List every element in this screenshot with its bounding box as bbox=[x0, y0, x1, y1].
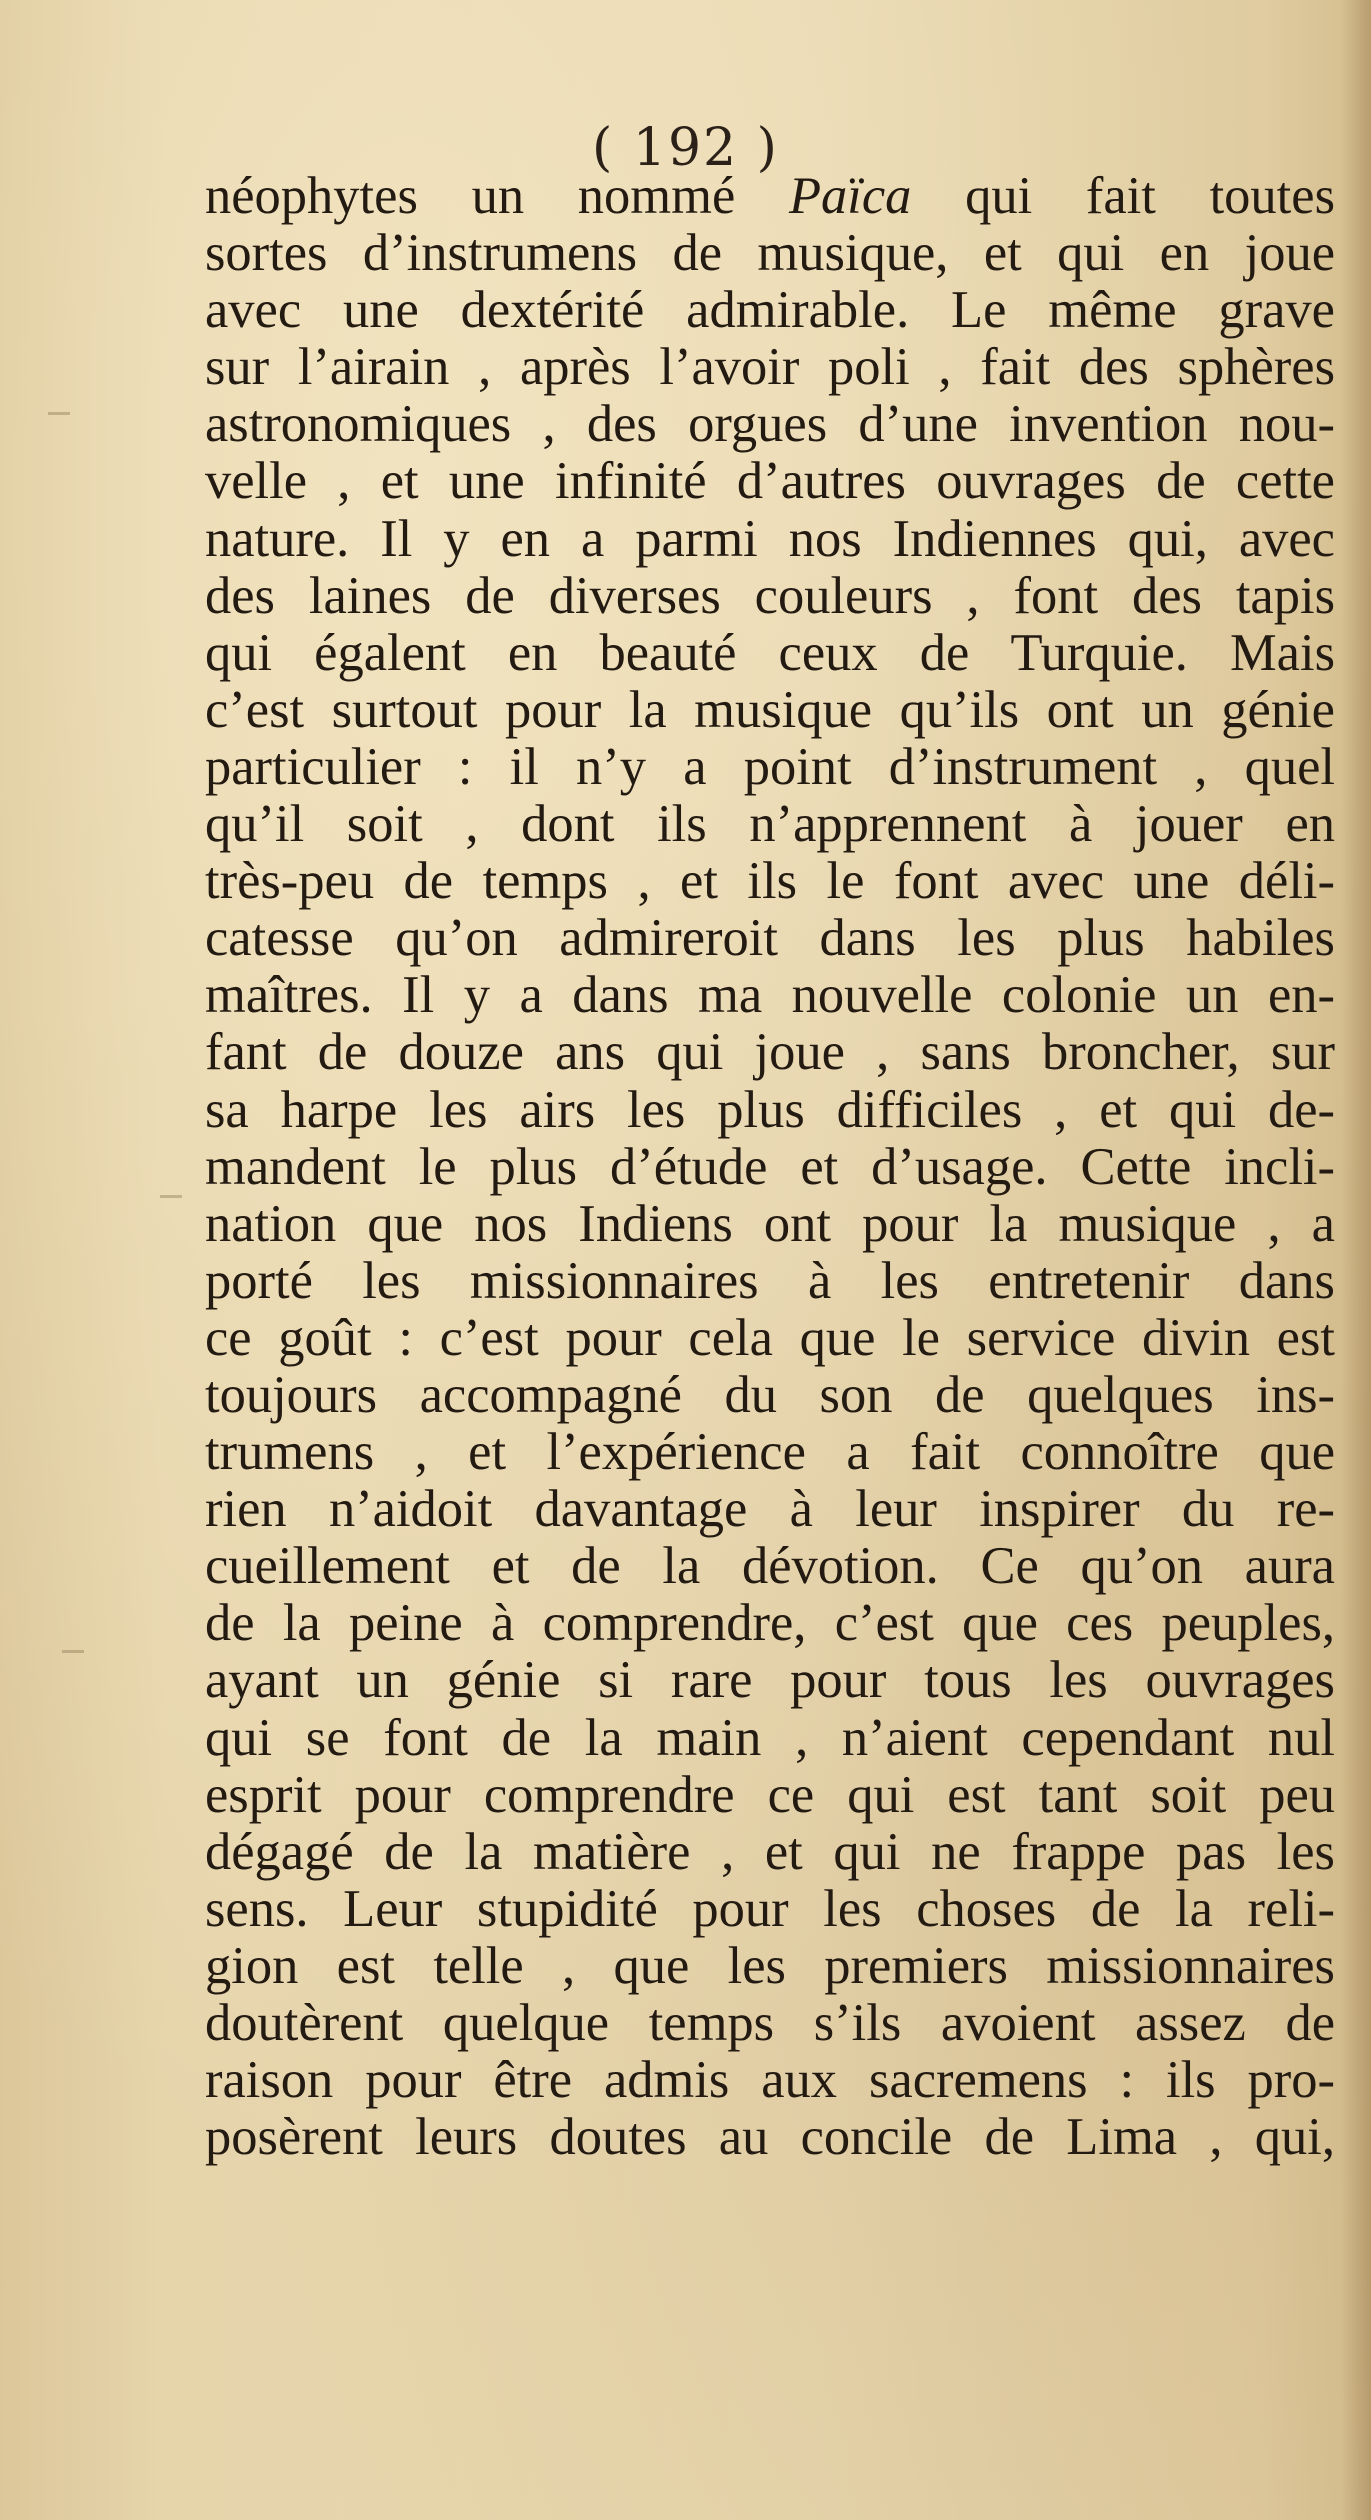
text-line bbox=[205, 225, 1335, 282]
text-line bbox=[205, 568, 1335, 625]
text-segment: trumens , et l’expérience a fait connoître que bbox=[205, 1423, 1335, 1482]
text-segment: particulier : il n’y a point d’instrument , quel bbox=[205, 737, 1335, 796]
text-line bbox=[205, 853, 1335, 910]
text-segment: des laines de diverses couleurs , font des tapis bbox=[205, 566, 1335, 625]
text-segment: catesse qu’on admireroit dans les plus habiles bbox=[205, 909, 1335, 968]
text-line bbox=[205, 1652, 1335, 1709]
text-segment: qui fait toutes bbox=[911, 167, 1335, 225]
margin-mark bbox=[160, 1195, 182, 1198]
text-segment: gion est telle , que les premiers missionnaires bbox=[205, 1936, 1335, 1995]
text-line bbox=[205, 2052, 1335, 2109]
text-segment: sortes d’instrumens de musique, et qui en joue bbox=[205, 224, 1335, 283]
text-line bbox=[205, 682, 1335, 739]
text-line bbox=[205, 1995, 1335, 2052]
margin-mark bbox=[48, 412, 70, 415]
text-segment: toujours accompagné du son de quelques ins- bbox=[205, 1365, 1335, 1424]
text-segment: ayant un génie si rare pour tous les ouvrages bbox=[205, 1651, 1335, 1710]
text-segment: raison pour être admis aux sacremens : ils pro- bbox=[205, 2051, 1335, 2110]
text-line bbox=[205, 1710, 1335, 1767]
text-segment: qui égalent en beauté ceux de Turquie. Mais bbox=[205, 623, 1335, 682]
text-segment: qui se font de la main , n’aient cependant nul bbox=[205, 1708, 1335, 1767]
italic-name: Païca bbox=[788, 167, 912, 225]
text-segment: rien n’aidoit davantage à leur inspirer du re- bbox=[205, 1480, 1335, 1539]
text-segment: astronomiques , des orgues d’une invention nou- bbox=[205, 395, 1335, 454]
text-line bbox=[205, 282, 1335, 339]
text-segment: porté les missionnaires à les entretenir dans bbox=[205, 1251, 1335, 1310]
text-segment: maîtres. Il y a dans ma nouvelle colonie un en- bbox=[205, 966, 1335, 1025]
text-line bbox=[205, 1938, 1335, 1995]
text-segment: ce goût : c’est pour cela que le service divin est bbox=[205, 1308, 1335, 1367]
text-segment: dégagé de la matière , et qui ne frappe pas les bbox=[205, 1822, 1335, 1881]
text-segment: qu’il soit , dont ils n’apprennent à jouer en bbox=[205, 795, 1335, 854]
text-segment: mandent le plus d’étude et d’usage. Cette incli- bbox=[205, 1137, 1335, 1196]
text-line bbox=[205, 1082, 1335, 1139]
page-edge-shadow bbox=[1341, 0, 1371, 2520]
text-line bbox=[205, 1767, 1335, 1824]
text-line bbox=[205, 910, 1335, 967]
text-segment: c’est surtout pour la musique qu’ils ont un génie bbox=[205, 680, 1335, 739]
text-line bbox=[205, 1824, 1335, 1881]
text-segment: néophytes un nommé bbox=[205, 167, 789, 225]
text-line bbox=[205, 1538, 1335, 1595]
text-line bbox=[205, 967, 1335, 1024]
text-line bbox=[205, 1881, 1335, 1938]
text-line bbox=[205, 168, 1335, 225]
text-segment: sa harpe les airs les plus difficiles , et qui de- bbox=[205, 1080, 1335, 1139]
text-line bbox=[205, 739, 1335, 796]
text-line bbox=[205, 1253, 1335, 1310]
text-segment: sur l’airain , après l’avoir poli , fait des sphères bbox=[205, 338, 1335, 397]
text-line bbox=[205, 339, 1335, 396]
text-line bbox=[205, 1481, 1335, 1538]
text-line bbox=[205, 1367, 1335, 1424]
text-segment: esprit pour comprendre ce qui est tant soit peu bbox=[205, 1765, 1335, 1824]
margin-mark bbox=[62, 1650, 84, 1653]
text-segment: doutèrent quelque temps s’ils avoient assez de bbox=[205, 1994, 1335, 2052]
text-line bbox=[205, 1196, 1335, 1253]
text-line bbox=[205, 1139, 1335, 1196]
text-line bbox=[205, 1595, 1335, 1652]
text-line bbox=[205, 625, 1335, 682]
text-line bbox=[205, 511, 1335, 568]
text-line bbox=[205, 453, 1335, 510]
text-line bbox=[205, 1424, 1335, 1481]
text-segment: sens. Leur stupidité pour les choses de la reli- bbox=[205, 1879, 1335, 1938]
text-line bbox=[205, 396, 1335, 453]
text-segment: nation que nos Indiens ont pour la musique , a bbox=[205, 1194, 1335, 1253]
text-segment: fant de douze ans qui joue , sans broncher, sur bbox=[205, 1023, 1335, 1082]
text-segment: velle , et une infinité d’autres ouvrages de cette bbox=[205, 452, 1335, 511]
text-segment: de la peine à comprendre, c’est que ces peuples, bbox=[205, 1594, 1335, 1653]
text-line bbox=[205, 1310, 1335, 1367]
page-number: ( 192 ) bbox=[592, 118, 779, 178]
body-text bbox=[205, 168, 1335, 2166]
text-segment: cueillement et de la dévotion. Ce qu’on aura bbox=[205, 1537, 1335, 1596]
text-segment: posèrent leurs doutes au concile de Lima , qui, bbox=[205, 2108, 1335, 2167]
text-segment: très-peu de temps , et ils le font avec une déli- bbox=[205, 852, 1335, 911]
text-segment: avec une dextérité admirable. Le même grave bbox=[205, 281, 1335, 340]
text-line bbox=[205, 2109, 1335, 2166]
text-segment: nature. Il y en a parmi nos Indiennes qui, avec bbox=[205, 509, 1335, 568]
text-line bbox=[205, 1024, 1335, 1081]
text-line bbox=[205, 796, 1335, 853]
